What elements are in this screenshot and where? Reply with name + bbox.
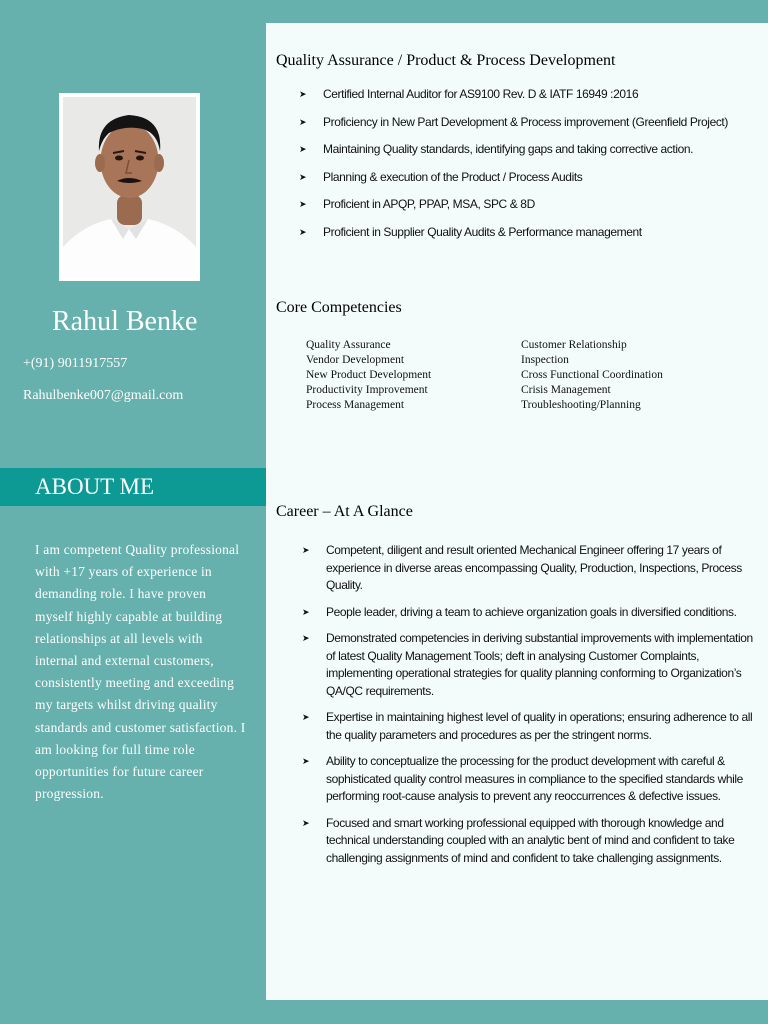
list-item bbox=[302, 542, 762, 595]
competency-item: Quality Assurance bbox=[306, 339, 391, 351]
career-item-text: People leader, driving a team to achieve organization goals in diversified conditions. bbox=[326, 604, 737, 619]
qa-item-text: Maintaining Quality standards, identifying gaps and taking corrective action. bbox=[323, 142, 694, 156]
list-item bbox=[299, 142, 759, 170]
core-column-left bbox=[306, 338, 431, 413]
qa-section-title: Quality Assurance / Product & Process Development bbox=[276, 52, 616, 69]
qa-item-text: Proficient in APQP, PPAP, MSA, SPC & 8D bbox=[323, 197, 535, 211]
career-item-text: Ability to conceptualize the processing for the product development with careful & sophisticated quality control measures in compliance to the specified standards while performing root-cause analysis to prevent any reoccurrences & defective issues. bbox=[326, 754, 743, 803]
arrowhead-bullet-icon: ➤ bbox=[302, 756, 310, 766]
list-item bbox=[302, 815, 762, 868]
arrowhead-bullet-icon: ➤ bbox=[299, 116, 307, 127]
core-competencies-title: Core Competencies bbox=[276, 299, 402, 316]
competency-item: Customer Relationship bbox=[521, 339, 627, 351]
portrait-image bbox=[63, 97, 196, 277]
list-item bbox=[302, 604, 762, 622]
arrowhead-bullet-icon: ➤ bbox=[302, 633, 310, 643]
list-item bbox=[299, 170, 759, 198]
list-item bbox=[302, 709, 762, 744]
arrowhead-bullet-icon: ➤ bbox=[302, 545, 310, 555]
phone-number: +(91) 9011917557 bbox=[23, 356, 128, 371]
qa-item-text: Proficient in Supplier Quality Audits & Performance management bbox=[323, 224, 642, 239]
arrowhead-bullet-icon: ➤ bbox=[302, 817, 310, 828]
arrowhead-bullet-icon: ➤ bbox=[299, 89, 307, 99]
profile-photo bbox=[59, 93, 200, 281]
qa-item-text: Planning & execution of the Product / Process Audits bbox=[323, 169, 583, 184]
career-item-text: Focused and smart working professional equipped with thorough knowledge and technical understanding coupled with an analytic bent of mind and confident to take challenging assignments of mind and confident to take challenging assignments. bbox=[326, 815, 735, 865]
list-item bbox=[302, 753, 762, 806]
career-item-text: Demonstrated competencies in deriving substantial improvements with implementation of latest Quality Management Tools; deft in analysing Customer Complaints, implementing operational strategies for quality planning conforming to Organization’s QA/QC requirements. bbox=[326, 631, 753, 698]
qa-list bbox=[299, 87, 759, 252]
sidebar bbox=[0, 0, 266, 1024]
career-section-title: Career – At A Glance bbox=[276, 503, 413, 520]
career-list bbox=[302, 542, 762, 876]
about-me-title: ABOUT ME bbox=[35, 474, 155, 499]
competency-item: Inspection bbox=[521, 354, 569, 366]
competency-item: Crisis Management bbox=[521, 384, 611, 396]
main-panel bbox=[266, 23, 768, 1000]
arrowhead-bullet-icon: ➤ bbox=[299, 144, 307, 154]
candidate-name: Rahul Benke bbox=[52, 306, 198, 337]
competency-item: New Product Development bbox=[306, 369, 432, 381]
list-item bbox=[299, 115, 759, 143]
arrowhead-bullet-icon: ➤ bbox=[299, 226, 307, 237]
qa-item-text: Certified Internal Auditor for AS9100 Rev. D & IATF 16949 :2016 bbox=[323, 87, 639, 101]
career-item-text: Expertise in maintaining highest level of quality in operations; ensuring adherence to all the quality parameters and procedures as per the stringent norms. bbox=[326, 710, 753, 742]
career-item-text: Competent, diligent and result oriented Mechanical Engineer offering 17 years of experience in diverse areas encompassing Quality, Production, Inspections, Process Quality. bbox=[326, 543, 742, 592]
arrowhead-bullet-icon: ➤ bbox=[302, 606, 310, 617]
competency-item: Cross Functional Coordination bbox=[521, 369, 663, 381]
list-item bbox=[299, 225, 759, 253]
arrowhead-bullet-icon: ➤ bbox=[302, 712, 310, 722]
list-item bbox=[299, 87, 759, 115]
email-address: Rahulbenke007@gmail.com bbox=[23, 388, 184, 403]
list-item bbox=[299, 197, 759, 225]
competency-item: Productivity Improvement bbox=[306, 384, 428, 396]
competency-item: Process Management bbox=[306, 399, 405, 411]
list-item bbox=[302, 630, 762, 700]
arrowhead-bullet-icon: ➤ bbox=[299, 199, 307, 209]
competency-item: Troubleshooting/Planning bbox=[521, 399, 641, 411]
arrowhead-bullet-icon: ➤ bbox=[299, 171, 307, 182]
competency-item: Vendor Development bbox=[306, 354, 405, 366]
qa-item-text: Proficiency in New Part Development & Process improvement (Greenfield Project) bbox=[323, 114, 728, 129]
about-me-text: I am competent Quality professional with +17 years of experience in demanding role. I have proven myself highly capable at building relationships at all levels with internal and external customers, consistently meeting and exceeding my targets whilst driving quality standards and customer satisfaction. I am looking for full time role opportunities for future career progression. bbox=[35, 542, 246, 802]
core-column-right bbox=[521, 338, 663, 413]
